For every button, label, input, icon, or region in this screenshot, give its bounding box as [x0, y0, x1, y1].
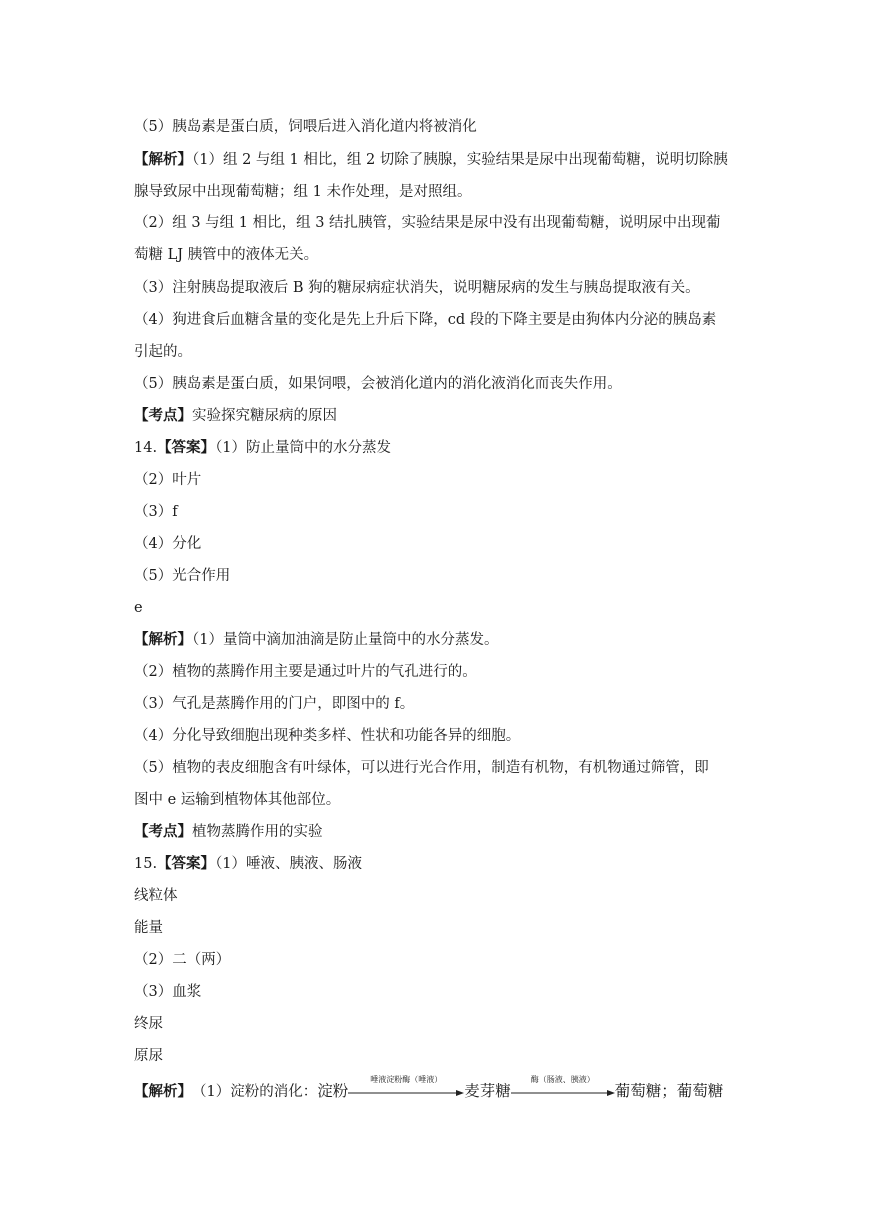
- text: （2）植物的蒸腾作用主要是通过叶片的气孔进行的。: [134, 664, 477, 680]
- text-line: [134, 342, 192, 362]
- text-line: [134, 406, 337, 426]
- text-line: [134, 790, 340, 810]
- text: 图中 e 运输到植物体其他部位。: [134, 792, 341, 808]
- text-line: [134, 758, 709, 778]
- reaction-arrow: [511, 1075, 615, 1101]
- separator: ；: [661, 1082, 677, 1100]
- glucose-label: 葡萄糖: [676, 1082, 724, 1100]
- text: （5）胰岛素是蛋白质，饲喂后进入消化道内将被消化: [134, 119, 477, 135]
- text-line: [134, 534, 201, 554]
- starch-digestion-equation: [134, 1075, 723, 1109]
- text: 腺导致尿中出现葡萄糖；组 1 未作处理，是对照组。: [134, 184, 472, 200]
- arrow-icon: [511, 1089, 615, 1097]
- analysis-tag: 【解析】: [134, 631, 192, 648]
- text-line: [134, 310, 716, 330]
- text-line: [134, 822, 323, 842]
- text: 终尿: [134, 1016, 163, 1032]
- text-line: [134, 918, 163, 938]
- question-14-answer: [134, 438, 391, 458]
- text: （1）组 2 与组 1 相比，组 2 切除了胰腺，实验结果是尿中出现葡萄糖，说明切除胰: [192, 152, 728, 168]
- analysis-tag: 【解析】: [134, 1083, 192, 1100]
- text-line: [134, 982, 201, 1002]
- question-15-answer: [134, 854, 362, 874]
- text: 引起的。: [134, 344, 192, 360]
- text: （3）气孔是蒸腾作用的门户，即图中的 f。: [134, 696, 415, 712]
- text-line: [134, 950, 230, 970]
- text: （1）量筒中滴加油滴是防止量筒中的水分蒸发。: [192, 632, 499, 648]
- text: （3）注射胰岛提取液后 B 狗的糖尿病症状消失，说明糖尿病的发生与胰岛提取液有关。: [134, 280, 700, 296]
- text-line: [134, 470, 201, 490]
- text-line: [134, 598, 143, 618]
- enzyme-label: 唾液淀粉酶（唾液）: [370, 1075, 443, 1084]
- text-line: [134, 726, 520, 746]
- text-line: [134, 1014, 163, 1034]
- glucose-label: 葡萄糖: [614, 1082, 662, 1100]
- text: （3）f: [134, 504, 178, 520]
- text-line: [134, 1046, 163, 1066]
- answer-tag: 【答案】: [157, 855, 216, 872]
- text-line: [134, 245, 318, 265]
- text: 植物蒸腾作用的实验: [192, 824, 323, 840]
- text-line: [134, 566, 230, 586]
- text: （2）组 3 与组 1 相比，组 3 结扎胰管，实验结果是尿中没有出现葡萄糖，说明尿中出现葡: [134, 215, 721, 231]
- text-line: [134, 662, 477, 682]
- text: 能量: [134, 920, 163, 936]
- text: 线粒体: [134, 888, 178, 904]
- text: e: [134, 600, 143, 616]
- text-line: [134, 150, 728, 170]
- text: （1）唾液、胰液、肠液: [215, 856, 363, 872]
- text-line: [134, 694, 414, 714]
- text: （5）胰岛素是蛋白质，如果饲喂，会被消化道内的消化液消化而丧失作用。: [134, 376, 622, 392]
- maltose-label: 麦芽糖: [464, 1082, 511, 1100]
- text: （4）狗进食后血糖含量的变化是先上升后下降，cd 段的下降主要是由狗体内分泌的胰岛素: [134, 312, 717, 328]
- text: 萄糖 LJ 胰管中的液体无关。: [134, 247, 319, 263]
- text: （2）叶片: [134, 472, 202, 488]
- text: （5）植物的表皮细胞含有叶绿体，可以进行光合作用，制造有机物，有机物通过筛管，即: [134, 760, 709, 776]
- text-line: [134, 502, 178, 522]
- enzyme-label: 酶（肠液、胰液）: [530, 1075, 595, 1084]
- text-line: [134, 278, 700, 298]
- text-line: [134, 182, 471, 202]
- kaodian-tag: 【考点】: [134, 823, 192, 840]
- text-line: [134, 630, 498, 650]
- text-line: [134, 374, 622, 394]
- text: （3）血浆: [134, 984, 202, 1000]
- text: （4）分化: [134, 536, 202, 552]
- text: （2）二（两）: [134, 952, 231, 968]
- text-line: [134, 886, 178, 906]
- text: （1）防止量筒中的水分蒸发: [215, 440, 392, 456]
- text-line: [134, 213, 721, 233]
- text: 原尿: [134, 1048, 163, 1064]
- question-number: 14.: [134, 440, 158, 456]
- text: （5）光合作用: [134, 568, 231, 584]
- question-number: 15.: [134, 856, 158, 872]
- text-line: [134, 117, 477, 137]
- kaodian-tag: 【考点】: [134, 407, 192, 424]
- arrow-icon: [348, 1089, 464, 1097]
- starch-label: 淀粉: [317, 1082, 349, 1100]
- text: （1）淀粉的消化：: [192, 1084, 318, 1100]
- answer-tag: 【答案】: [157, 439, 216, 456]
- text: （4）分化导致细胞出现种类多样、性状和功能各异的细胞。: [134, 728, 521, 744]
- reaction-arrow: [348, 1075, 464, 1101]
- text: 实验探究糖尿病的原因: [192, 408, 337, 424]
- analysis-tag: 【解析】: [134, 151, 192, 168]
